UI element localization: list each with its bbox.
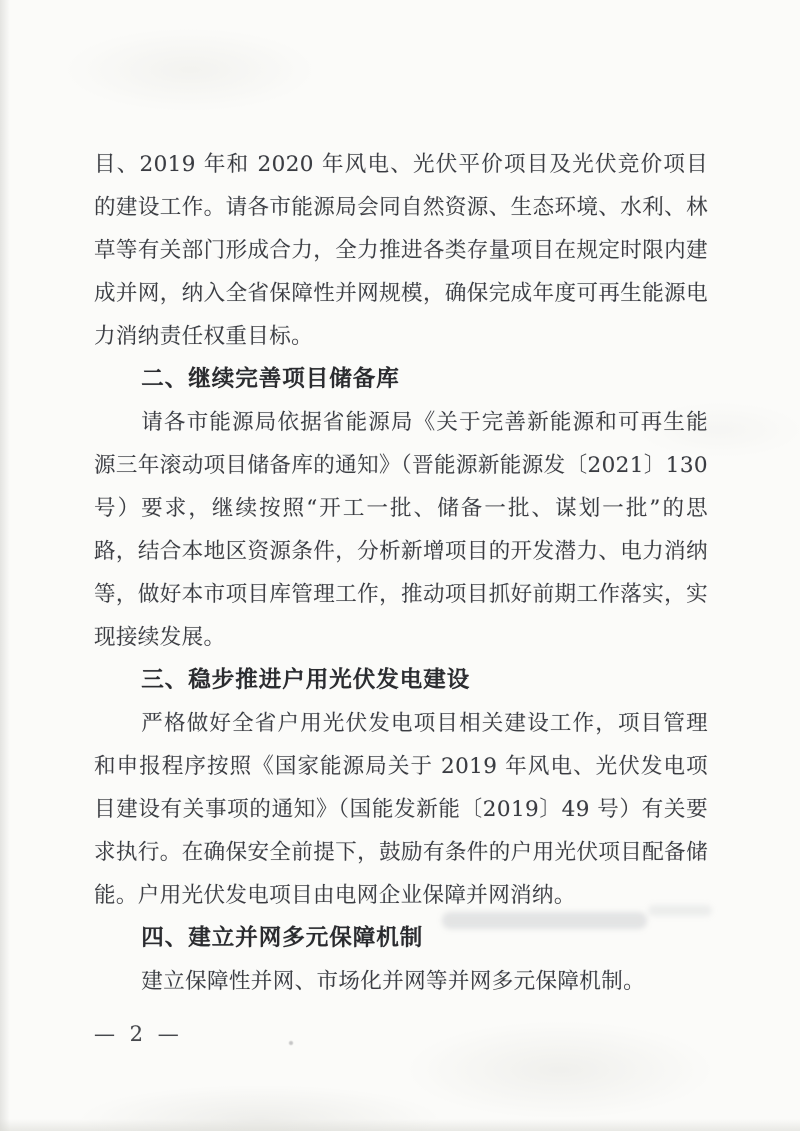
- body-paragraph: 严格做好全省户用光伏发电项目相关建设工作，项目管理和申报程序按照《国家能源局关于 2019 年风电、光伏发电项目建设有关事项的通知》（国能发新能〔2019〕49 号）有关要求执行。在确保安全前提下，鼓励有条件的户用光伏项目配备储能。户用光伏发电项目由电网企业保障并网消纳。: [94, 711, 708, 908]
- scan-edge-shadow-left: [0, 0, 10, 1131]
- section-heading: 三、稳步推进户用光伏发电建设: [141, 667, 471, 693]
- section-heading: 二、继续完善项目储备库: [141, 366, 400, 392]
- document-body: [94, 143, 708, 1003]
- body-paragraph: 建立保障性并网、市场化并网等并网多元保障机制。: [141, 969, 645, 994]
- section-heading: 四、建立并网多元保障机制: [141, 925, 424, 951]
- scan-edge-shadow-bottom: [0, 1119, 800, 1131]
- body-paragraph: 目、2019 年和 2020 年风电、光伏平价项目及光伏竞价项目的建设工作。请各市能源局会同自然资源、生态环境、水利、林草等有关部门形成合力，全力推进各类存量项目在规定时限内建成并网，纳入全省保障性并网规模，确保完成年度可再生能源电力消纳责任权重目标。: [94, 152, 708, 349]
- scan-speck-artifact: [289, 1041, 293, 1045]
- body-paragraph: 请各市能源局依据省能源局《关于完善新能源和可再生能源三年滚动项目储备库的通知》（晋能源新能源发〔2021〕130 号）要求，继续按照“开工一批、储备一批、谋划一批”的思路，结合本地区资源条件，分析新增项目的开发潜力、电力消纳等，做好本市项目库管理工作，推动项目抓好前期工作落实，实现接续发展。: [94, 410, 708, 650]
- page-number: — 2 —: [94, 1022, 183, 1046]
